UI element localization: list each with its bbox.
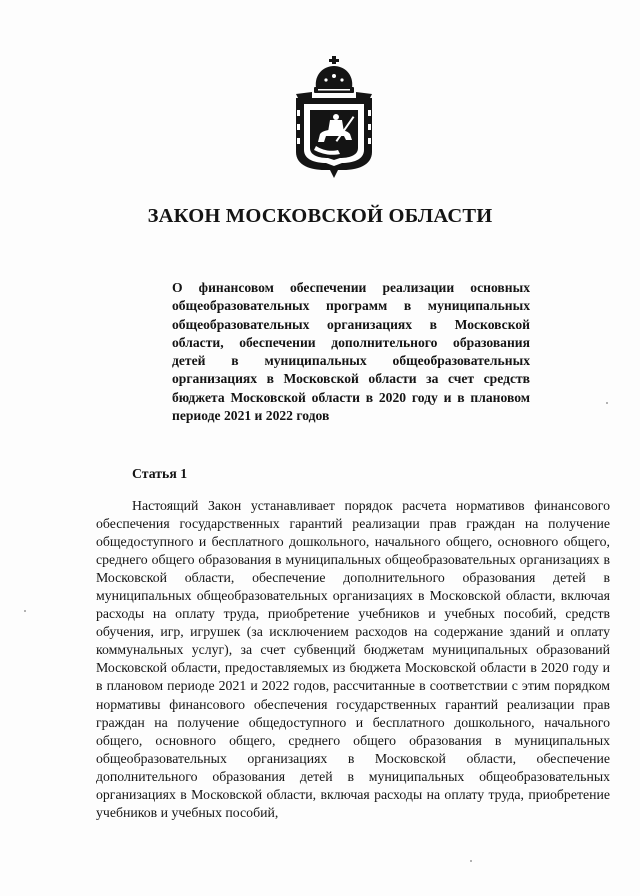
article-heading: Статья 1: [132, 466, 188, 481]
scan-speck: [24, 610, 26, 612]
law-title: ЗАКОН МОСКОВСКОЙ ОБЛАСТИ: [147, 205, 493, 227]
coat-of-arms-icon: [286, 54, 382, 182]
article-body: Настоящий Закон устанавливает порядок расчета нормативов финансового обеспечения государственных гарантий реализации прав граждан на получение общедоступного и бесплатного дошкольного, начального общего, основного общего, среднего общего образования в муниципальных общеобразовательных организациях в Московской области, обеспечение дополнительного образования детей в муниципальных общеобразовательных организациях в Московской области, включая расходы на оплату труда, приобретение учебников и учебных пособий, средств обучения, игр, игрушек (за исключением расходов на содержание зданий и оплату коммунальных услуг), за счет субвенций бюджетам муниципальных образований Московской области, предоставляемых из бюджета Московской области в 2020 году и в плановом периоде 2021 и 2022 годов, рассчитанные в соответствии с этим порядком нормативы финансового обеспечения государственных гарантий реализации прав граждан на получение общедоступного и бесплатного дошкольного, начального общего, основного общего, среднего общего образования в муниципальных общеобразовательных организациях в Московской области, обеспечение дополнительного образования детей в муниципальных общеобразовательных организациях в Московской области, включая расходы на оплату труда, приобретение учебников и учебных пособий,: [96, 498, 610, 820]
law-subject: О финансовом обеспечении реализации основных общеобразовательных программ в муниципальных общеобразовательных организациях в Московской области, обеспечении дополнительного образования детей в муниципальных общеобразовательных организациях в Московской области за счет средств бюджета Московской области в 2020 году и в плановом периоде 2021 и 2022 годов: [172, 280, 530, 424]
scan-speck: [606, 402, 608, 404]
scan-speck: [470, 860, 472, 862]
